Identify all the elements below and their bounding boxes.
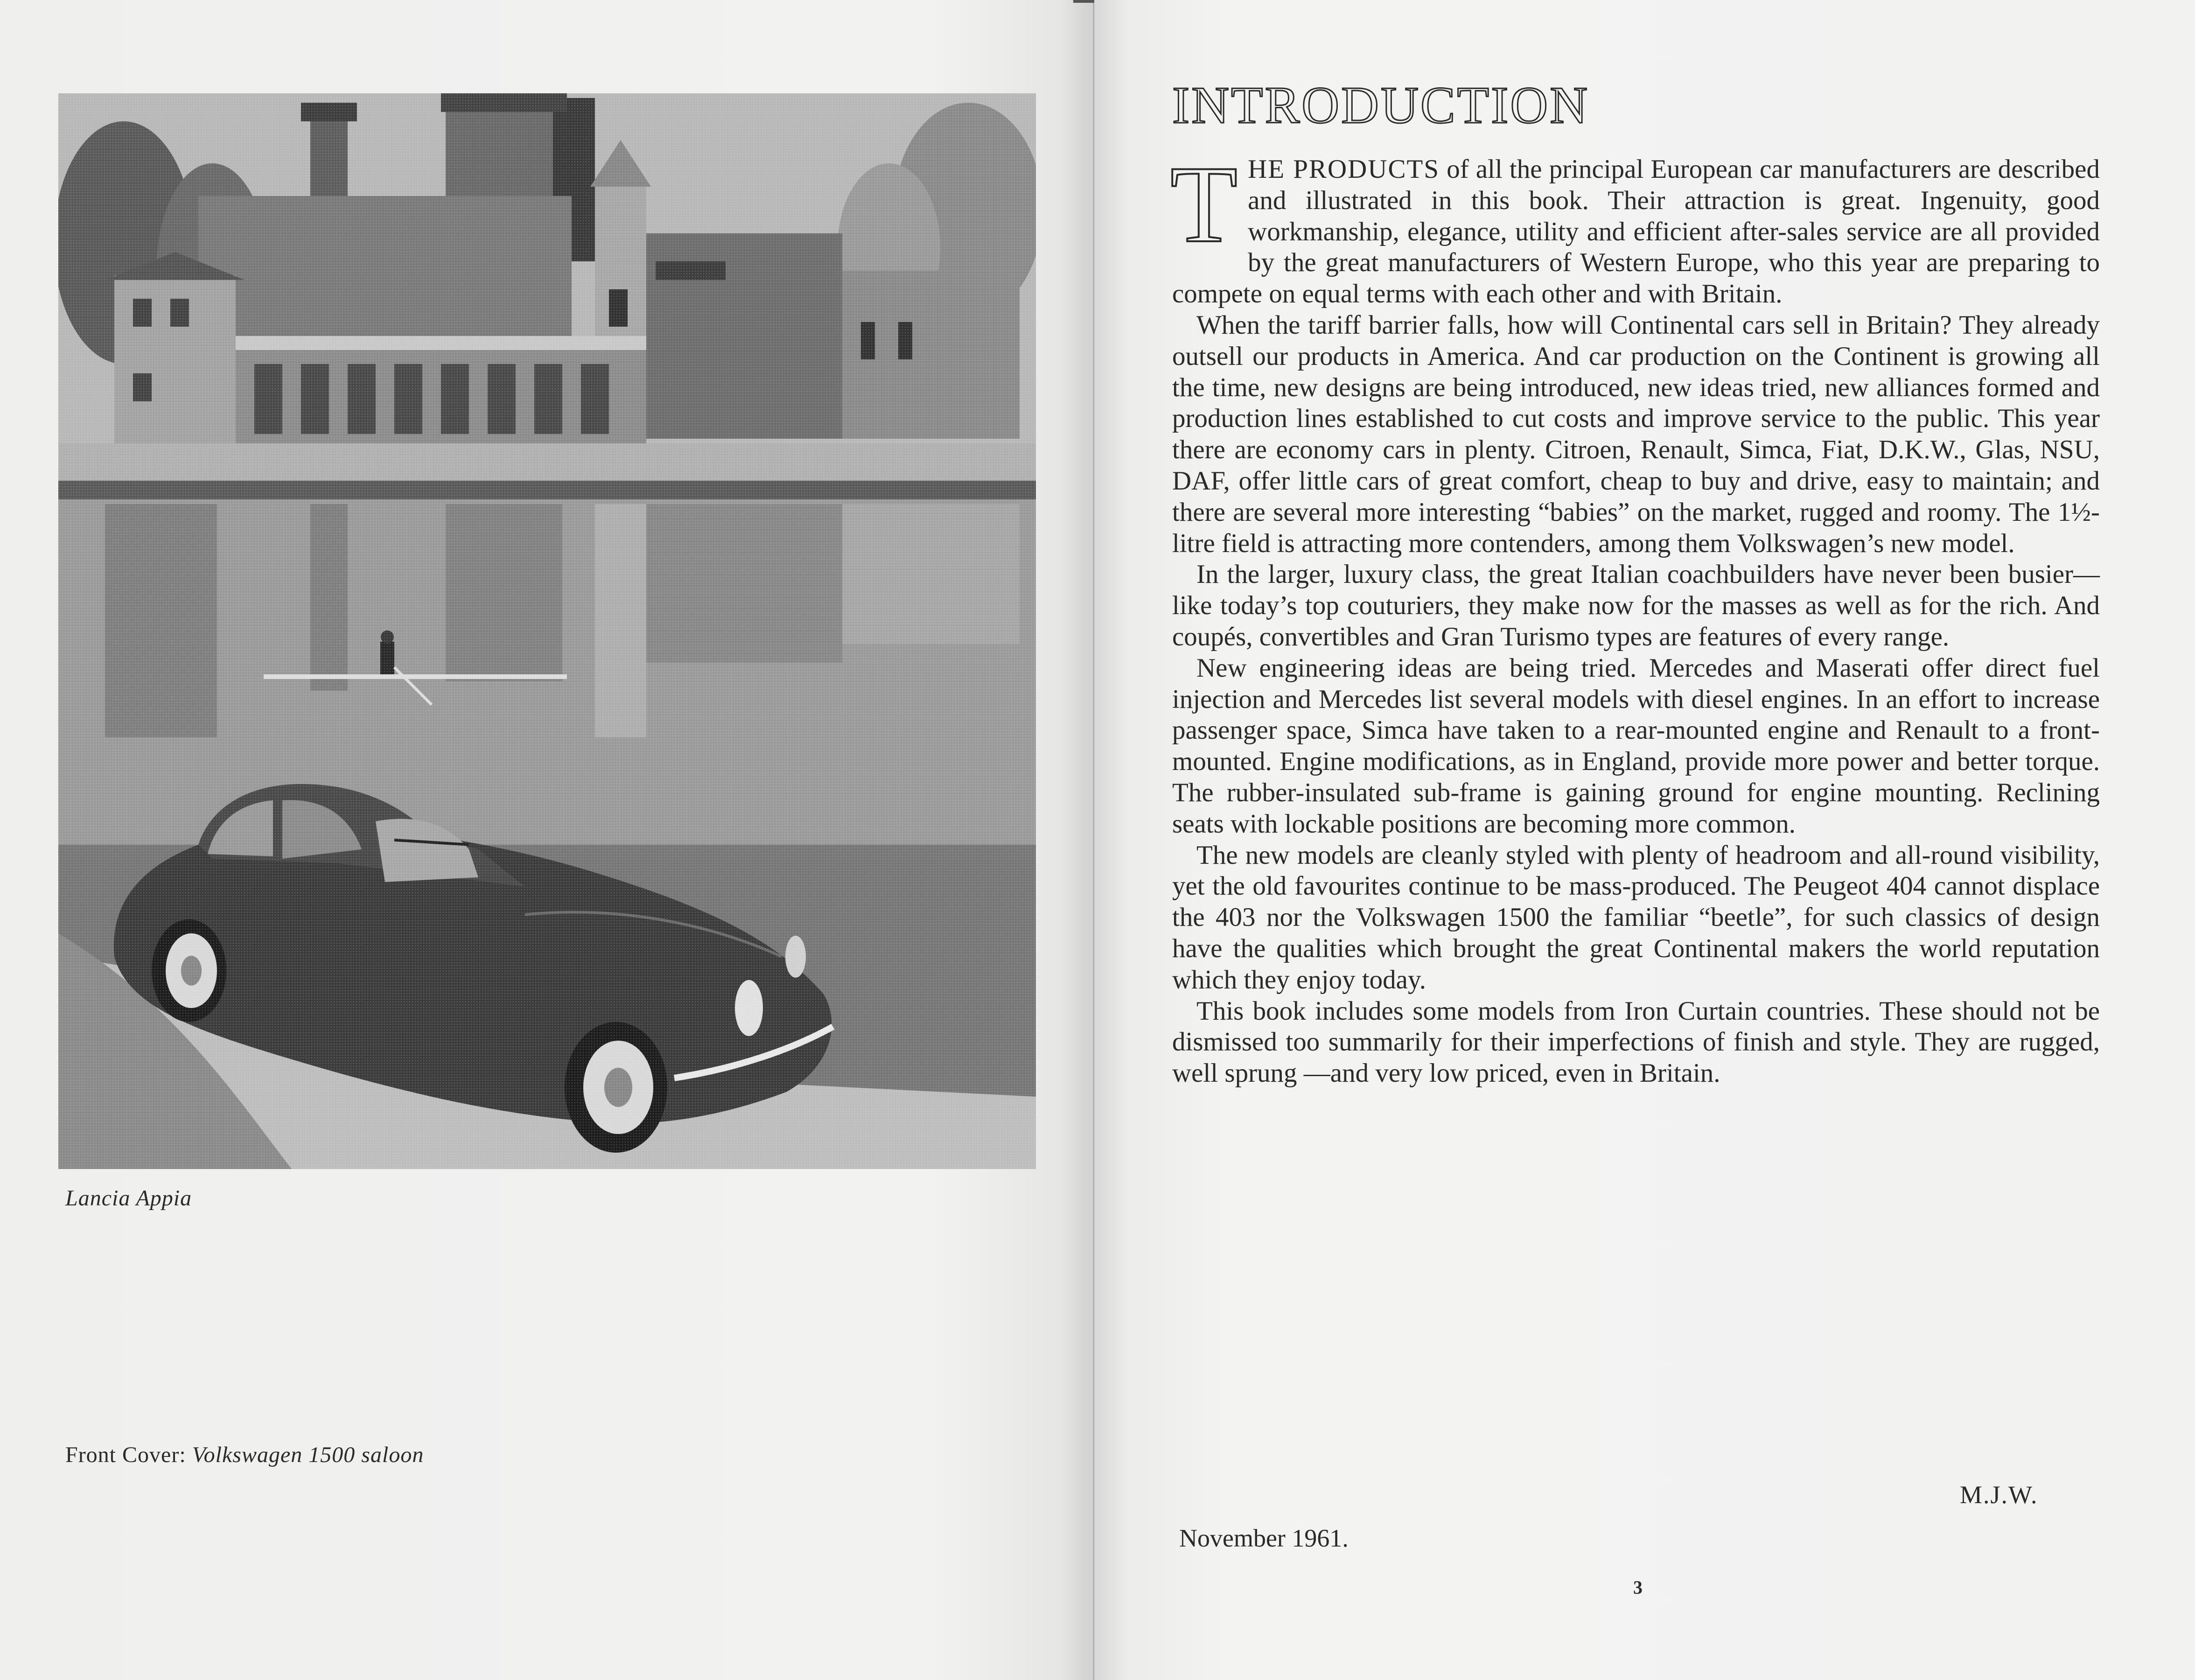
paragraph-6: This book includes some models from Iron Curtain countries. These should not be dismissed too summarily for their imperfections of finish and style. They are rugged, well sprung —and very low priced, even in Britain. [1172, 996, 2100, 1088]
introduction-body [1170, 144, 2100, 1089]
paragraph-4: New engineering ideas are being tried. Mercedes and Maserati offer direct fuel injection and Mercedes list several models with diesel engines. In an effort to increase passenger space, Simca have taken to a rear-mounted engine and Renault to a front-mounted. Engine modifications, as in England, provide more power and better torque. The rubber-insulated sub-frame is gaining ground for engine mounting. Reclining seats with lockable positions are becoming more common. [1172, 653, 2100, 839]
lancia-appia-photo [58, 93, 1036, 1169]
opening-words: HE PRODUCTS [1248, 154, 1440, 184]
embankment-wall [58, 481, 1036, 499]
photo-illustration [58, 93, 1036, 1169]
drop-cap: T [1170, 144, 1238, 266]
paragraph-1 [1170, 144, 2100, 310]
front-cover-credit [65, 1442, 424, 1468]
publication-date: November 1961. [1179, 1524, 1349, 1552]
paragraph-5: The new models are cleanly styled with plenty of headroom and all-round visibility, yet the old favourites continue to be mass-produced. The Peugeot 404 cannot displace the 403 nor the Volkswagen 1500 the familiar “beetle”, for such classics of design have the qualities which brought the great Continental makers the world reputation which they enjoy today. [1172, 840, 2100, 994]
front-cover-value: Volkswagen 1500 saloon [192, 1442, 424, 1467]
paragraph-1-text: of all the principal European car manufacturers are described and illustrated in this book. Their attraction is great. Ingenuity, good workmanship, elegance, utility and efficient after-sales service are all provided by the great manufacturers of Western Europe, who this year are preparing to compete on equal terms with each other and with Britain. [1172, 154, 2100, 309]
paragraph-2: When the tariff barrier falls, how will Continental cars sell in Britain? They already outsell our products in America. And car production on the Continent is growing all the time, new designs are being introduced, new ideas tried, new alliances formed and production lines established to cut costs and improve service to the public. This year there are economy cars in plenty. Citroen, Renault, Simca, Fiat, D.K.W., Glas, NSU, DAF, offer little cars of great comfort, cheap to buy and drive, easy to maintain; and there are several more interesting “babies” on the market, rugged and roomy. The 1½-litre field is attracting more contenders, among them Volkswagen’s new model. [1172, 310, 2100, 558]
page-number: 3 [1633, 1577, 1643, 1598]
front-cover-label: Front Cover: [65, 1442, 186, 1467]
embankment [58, 443, 1036, 481]
page-title: INTRODUCTION [1172, 77, 1590, 134]
photo-caption: Lancia Appia [65, 1186, 192, 1211]
left-page [0, 0, 1094, 1680]
author-signature: M.J.W. [1960, 1481, 2038, 1509]
paragraph-3: In the larger, luxury class, the great Italian coachbuilders have never been busier—like today’s top couturiers, they make now for the masses as well as for the rich. And coupés, convertibles and Gran Turismo types are features of every range. [1172, 560, 2100, 651]
